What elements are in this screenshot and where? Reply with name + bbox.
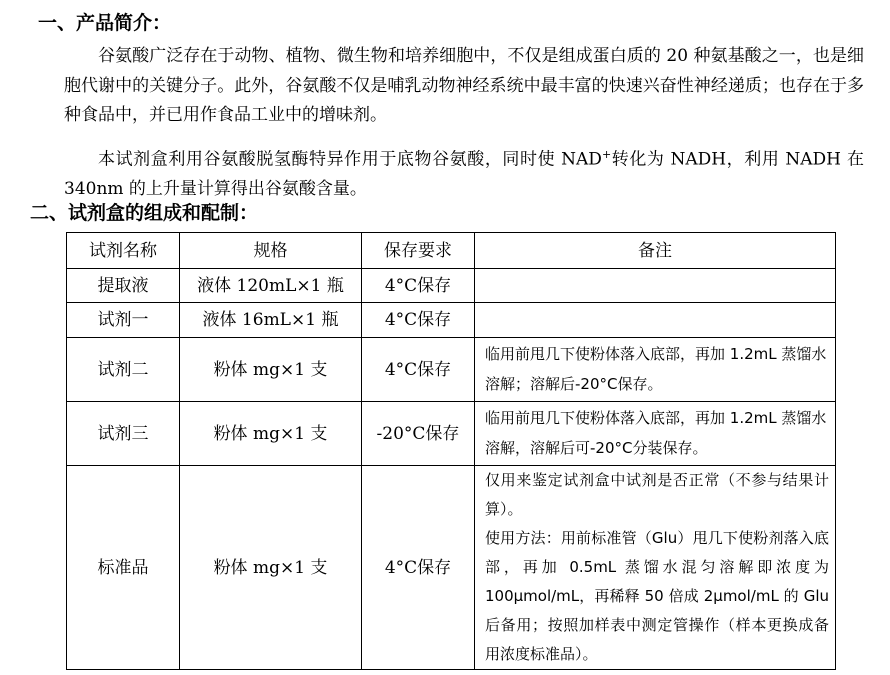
section-heading-product-intro: 一、产品简介： [38, 12, 172, 34]
cell-note: 临用前甩几下使粉体落入底部，再加 1.2mL 蒸馏水溶解，溶解后可-20°C分装保存。 [475, 402, 836, 466]
cell-spec: 粉体 mg×1 支 [180, 466, 362, 670]
cell-storage: 4°C保存 [362, 466, 475, 670]
reagent-table [66, 232, 836, 670]
cell-name: 标准品 [67, 466, 180, 670]
cell-storage: 4°C保存 [362, 303, 475, 338]
table-row [67, 466, 836, 670]
table-row [67, 269, 836, 303]
table-header-row [67, 233, 836, 269]
header-notes: 备注 [475, 233, 836, 269]
cell-name: 试剂二 [67, 338, 180, 402]
cell-spec: 液体 120mL×1 瓶 [180, 269, 362, 303]
cell-spec: 粉体 mg×1 支 [180, 402, 362, 466]
standard-note-line-2: 使用方法：用前标准管（Glu）甩几下使粉剂落入底部，再加 0.5mL 蒸馏水混匀溶解即浓度为 100μmol/mL，再稀释 50 倍成 2μmol/mL 的 Glu 后备用；按照加样表中测定管操作（样本更换成备用浓度标准品）。 [485, 529, 829, 663]
cell-name: 试剂一 [67, 303, 180, 338]
table-row [67, 402, 836, 466]
intro-paragraph-1: 谷氨酸广泛存在于动物、植物、微生物和培养细胞中，不仅是组成蛋白质的 20 种氨基酸之一，也是细胞代谢中的关键分子。此外，谷氨酸不仅是哺乳动物神经系统中最丰富的快速兴奋性神经递质；也存在于多种食品中，并已用作食品工业中的增味剂。 [64, 46, 864, 125]
table-row [67, 303, 836, 338]
intro-paragraph-2-part-a: 本试剂盒利用谷氨酸脱氢酶特异作用于底物谷氨酸，同时使 NAD [98, 149, 602, 170]
cell-note [475, 303, 836, 338]
cell-name: 提取液 [67, 269, 180, 303]
intro-paragraph-2-part-b: 转化为 NADH，利用 NADH 在 340nm 的上升量计算得出谷氨酸含量。 [64, 149, 864, 200]
cell-name: 试剂三 [67, 402, 180, 466]
standard-note-line-1: 仅用来鉴定试剂盒中试剂是否正常（不参与结果计算）。 [485, 471, 829, 518]
cell-storage: 4°C保存 [362, 338, 475, 402]
header-reagent-name: 试剂名称 [67, 233, 180, 269]
cell-storage: -20°C保存 [362, 402, 475, 466]
intro-paragraph-2 [64, 140, 864, 205]
cell-note: 临用前甩几下使粉体落入底部，再加 1.2mL 蒸馏水溶解；溶解后-20°C保存。 [475, 338, 836, 402]
cell-spec: 粉体 mg×1 支 [180, 338, 362, 402]
cell-spec: 液体 16mL×1 瓶 [180, 303, 362, 338]
table-row [67, 338, 836, 402]
cell-note [475, 269, 836, 303]
cell-note [475, 466, 836, 670]
header-spec: 规格 [180, 233, 362, 269]
cell-storage: 4°C保存 [362, 269, 475, 303]
superscript-plus: + [601, 148, 612, 161]
header-storage: 保存要求 [362, 233, 475, 269]
section-heading-kit-composition: 二、试剂盒的组成和配制： [30, 202, 259, 224]
